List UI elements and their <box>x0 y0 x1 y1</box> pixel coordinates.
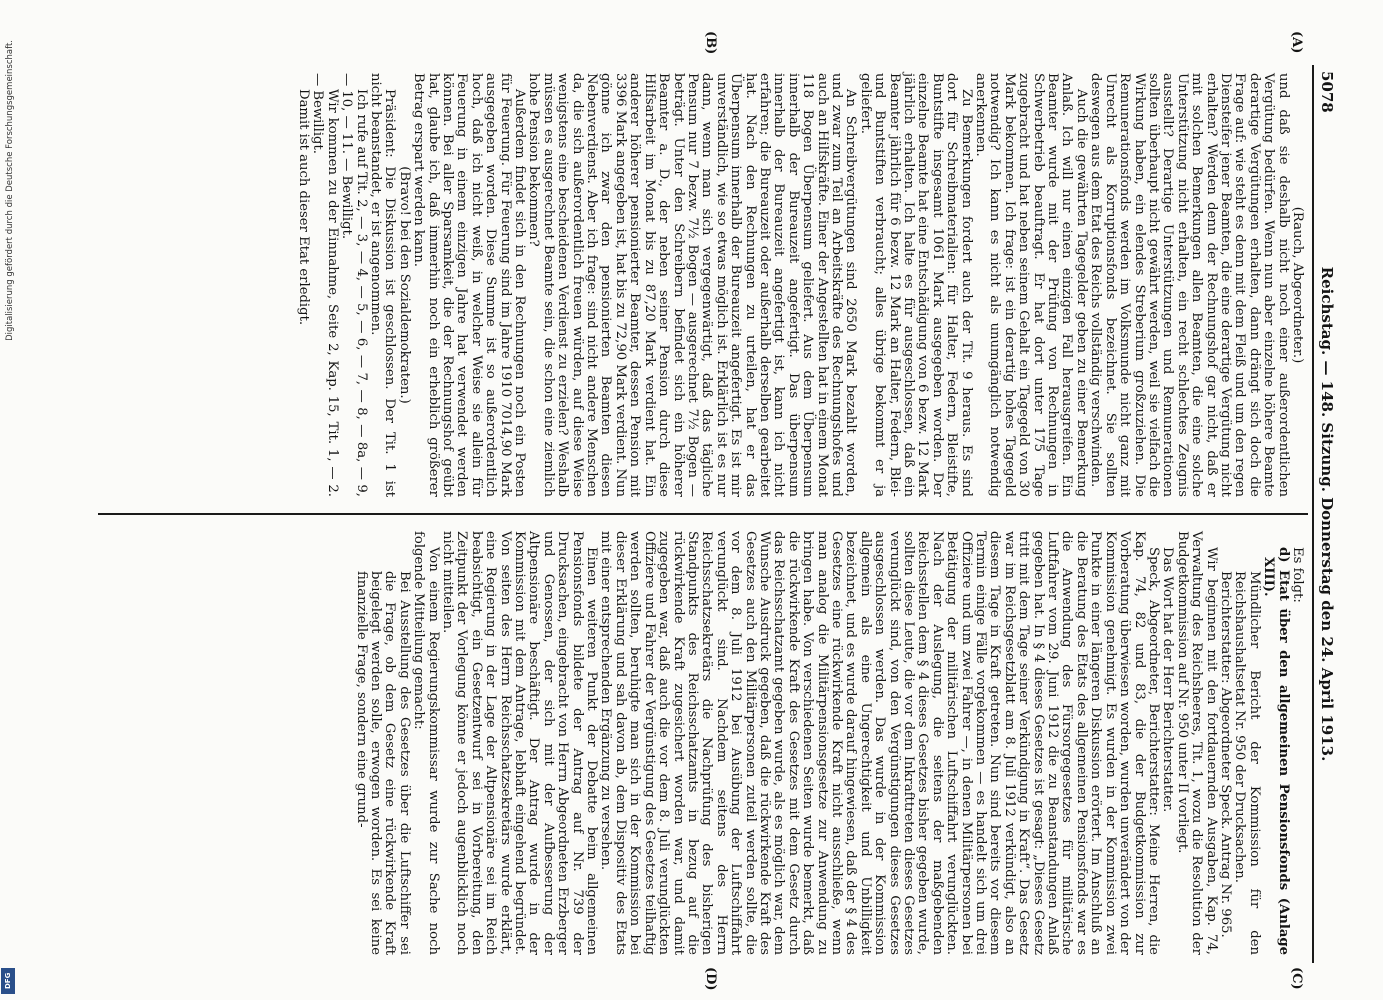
column-divider <box>98 513 1308 515</box>
paragraph: Einen weiteren Punkt der Debatte beim allgemeinen Pensionsfonds bildete der Antrag auf Nr. 739 der Drucksachen, eingebracht von Herrn Abgeordneten Erzberger und Genossen, der sich mit der Aufbesserung der Altpensionäre beschäftigt. Der Antrag wurde in der Kommission mit dem Antrage, lebhaft eingehend begründet. Von seiten des Herrn Reichsschatzsekretärs wurde erklärt, eine Regierung in der Lage der Altpensionäre sei im Reich beabsichtigt, ein Gesetzentwurf sei in Vorbereitung, den Zeitpunkt der Vorlegung könne er jedoch augenblicklich noch nicht mitteilen. <box>440 531 600 955</box>
paragraph: Ich rufe auf Tit. 2, — 3, — 4, — 5, — 6, — 7, — 8, — 8a, — 9, — 10, — 11. — Bewilligt. <box>339 73 369 497</box>
digitization-credit: Digitalisierung gefördert durch die Deutsche Forschungsgemeinschaft. <box>5 40 15 341</box>
paragraph: Damit ist auch dieser Etat erledigt. <box>295 89 311 326</box>
agenda-detail: Mündlicher Bericht der Kommission für den Reichshaushaltsetat Nr. 950 der Drucksachen. <box>1232 571 1262 955</box>
paragraph: Wir kommen zu der Einnahme, Seite 2, Kap. 15, Tit. 1, — 2. — Bewilligt. <box>310 73 340 497</box>
paragraph: An Schreibvergütungen sind 2650 Mark bezahlt worden, und zwar zum Teil an Arbeitskräfte des Rechnungshofes und auch an Hilfskräfte. Einer der Angestellten hat in einem Monat 118 Bogen Überpensum geliefert. Aus dem Überpensum innerhalb der Bureauzeit angefertigt. Das überpensum innerhalb der Bureauzeit angefertigt ist, kann ich nicht erfahren; die Bureauzeit oder außerhalb derselben gearbeitet hat. Nach den Rechnungen zu urteilen, hat er das Überpensum innerhalb der Bureauzeit angefertigt. Es ist mir unverständlich, wie so etwas möglich ist. Erklärlich ist es nur dann, wenn man sich vergegenwärtigt, daß das tägliche Pensum nur 7 bezw. 7½ Bogen — ausgerechnet 7½ Bogen — beträgt. Unter den Schreibern befindet sich ein höherer Beamter a. D., der neben seiner Pension durch diese Hilfsarbeit im Monat bis zu 87,20 Mark verdient hat. Ein anderer höherer pensionierter Beamter, dessen Pension mit 3396 Mark angegeben ist, hat bis zu 72,90 Mark verdient. Nun gönne ich zwar den pensionierten Beamten diesen Nebenverdienst. Aber ich frage: sind nicht andere Menschen da, die sich außerordentlich freuen würden, auf diese Weise wenigstens eine bescheidenen Verdienst zu erzielen? Weshalb müssen es ausgerechnet Beamte sein, die schon eine ziemlich hohe Pension bekommen? <box>526 73 859 497</box>
page-header <box>1314 65 1338 963</box>
header-rule <box>1312 65 1314 963</box>
page-running-title: Reichstag. — 148. Sitzung. Donnerstag den 24. April 1913. <box>1318 266 1336 762</box>
page-number: 5078 <box>1318 71 1336 113</box>
speaker-note: (Rauch, Abgeordneter.) <box>1290 206 1305 364</box>
paragraph: Es folgt: <box>1290 547 1305 603</box>
margin-letter-a: (A) <box>1289 31 1304 54</box>
paragraph: Auch die gewährten Tagegelder geben zu einer Bemerkung Anlaß. Ich will nur einen einzigen Fall herausgreifen. Ein Beamter wurde mit der Prüfung von Rechnungen in Schwerbetrieb beauftragt. Er hat dort unter 175 Tage zugebracht und hat neben seinem Gehalt ein Tagegeld von 30 Mark bekommen. Ich frage: ist ein derartig hohes Tagegeld notwendig? Ich kann es nicht als unumgänglich notwendig anerkennen. <box>973 73 1089 497</box>
paragraph: und daß sie deshalb nicht noch einer außerordentlichen Vergütung bedürfen. Wenn nun aber einzelne höhere Beamte derartige Vergütungen erhalten, dann drängt sich doch die Frage auf: wie steht es denn mit dem Fleiß und um den regen Diensteifer jener Beamten, die eine derartige Vergütung nicht erhalten? Werden denn der Rechnungshof gar nicht, daß er mit solchen Bemerkungen allen Beamten, die eine solche Unterstützung nicht erhalten, ein recht schlechtes Zeugnis ausstellt? Derartige Unterstützungen und Remunerationen sollten überhaupt nicht gewährt werden, weil sie vielfach die Wirkung haben, ein elendes Streberium großzuziehen. Die Remunerationsfonds werden im Volksmunde nicht ganz mit Unrecht als Korruptionsfonds bezeichnet. Sie sollten deswegen aus dem Etat des Reichs vollständig verschwinden. <box>1088 73 1291 497</box>
president-statement: Präsident: Die Diskussion ist geschlossen. Der Tit. 1 ist nicht beanstandet, er ist angenommen. <box>368 73 398 497</box>
paragraph: Speck, Abgeordneter, Berichterstatter: Meine Herren, die Kap. 74, 82 und 83, die der Budgetkommission zur Vorberatung überwiesen worden, wurden unverändert von der Kommission genehmigt. Es wurden in der Kommission zwei Punkte in einer längeren Diskussion erörtert. Im Anschluß an die Beratung des Etats des allgemeinen Pensionsfonds war es die Anwendung des Fürsorgegesetzes für militärische Luftfahrer vom 29. Juni 1912 die zu Beanstandungen Anlaß gegeben hat. In § 4 dieses Gesetzes ist gesagt: „Dieses Gesetz tritt mit dem Tage seiner Verkündigung in Kraft“. Das Gesetz war im Reichsgesetzblatt am 8. Juli 1912 verkündigt, also an diesem Tage in Kraft getreten. Nun sind bereits vor diesem Termin einige Fälle vorgekommen — es handelt sich um drei Offiziere und um zwei Fahrer —, in denen Militärpersonen bei Betätigung der militärischen Luftschiffahrt verunglückten. Nach der Auslegung, die seitens der maßgebenden Reichsstellen dem § 4 dieses Gesetzes bisher gegeben wurde, sollten diese Leute, die vor dem Inkrafttreten dieses Gesetzes verunglückt sind, von den Vergünstigungen dieses Gesetzes ausgeschlossen werden. Das wurde in der Kommission allgemein als eine Ungerechtigkeit und Unbilligkeit bezeichnet, und es wurde darauf hingewiesen, daß der § 4 des Gesetzes eine rückwirkende Kraft nicht ausschließe, wenn man analog die Militärpensionsgesetze zur Anwendung zu bringen habe. Von verschiedenen Seiten wurde bemerkt, daß die rückwirkende Kraft des Gesetzes mit dem Gesetz durch das Reichsschatzamt gegeben wurde, als es möglich war, dem Wunsche Ausdruck gegeben, daß die rückwirkende Kraft des Gesetzes auch den Militärpersonen zuteil werden sollte, die vor dem 8. Juli 1912 bei Ausübung der Luftschiffahrt verunglückt sind. Nachdem seitens des Herrn Reichsschatzsekretärs die Nachprüfung des bisherigen Standpunkts des Reichsschatzamts in bezug auf die rückwirkende Kraft zugesichert worden war, und damit zugegeben war, daß auch die vor dem 8. Juli verunglückten Offiziere und Fahrer der Vergünstigung des Gesetzes teilhaftig werden sollten, beruhigte man sich in der Kommission bei dieser Erklärung und sah davon ab, dem Dispositiv des Etats mit einer entsprechenden Ergänzung zu versehen. <box>598 531 1161 955</box>
agenda-detail: Berichterstatter: Abgeordneter Speck. Antrag Nr. 965. <box>1217 571 1233 938</box>
paragraph: Von einem Regierungskommissar wurde zur Sache noch folgende Mitteilung gemacht: <box>411 531 441 955</box>
rotated-text-block <box>68 31 1338 991</box>
dfg-logo: DFG <box>1 968 15 994</box>
margin-letter-d: (D) <box>703 967 718 991</box>
right-column <box>353 531 1304 955</box>
paragraph: Wir beginnen mit den fortdauernden Ausgaben, Kap. 74, Verwaltung des Reichsheeres, Tit. 1, wozu die Resolution der Budgetkommission auf Nr. 950 unter II vorliegt. <box>1174 531 1219 955</box>
agenda-item: d) Etat über den allgemeinen Pensionsfonds (Anlage XIII). <box>1261 547 1291 955</box>
margin-letter-c: (C) <box>1289 967 1304 990</box>
paragraph: Außerdem findet sich in den Rechnungen noch ein Posten für Feuerung. Für Feuerung sind im Jahre 1910 7014,90 Mark ausgegeben worden. Diese Summe ist so außerordentlich hoch, daß ich nicht weiß, in welcher Weise sie allein für Feuerung in einem einzigen Jahre hat verwendet werden können. Bei aller Sparsamkeit, die der Rechnungshof geübt hat, glaube ich, daß immerhin noch ein erheblich größerer Betrag erspart werden kann. <box>411 73 528 497</box>
left-column <box>296 73 1304 497</box>
applause-note: (Bravo! bei den Sozialdemokraten.) <box>396 166 412 404</box>
paragraph: Zu Bemerkungen fordert auch der Tit. 9 heraus. Es sind dort für Schreibmaterialien: für Halter, Federn, Bleistifte, Buntstifte insgesamt 1061 Mark ausgegeben worden. Der einzelne Beamte hat eine Entschädigung von 6 bezw. 12 Mark jährlich erhalten. Ich halte es für ausgeschlossen, daß ein Beamter jährlich für 6 bezw. 12 Mark an Halter, Federn, Blei- und Buntstiften verbraucht; alles übrige bekommt er ja geliefert. <box>857 73 974 497</box>
margin-letter-b: (B) <box>703 31 718 55</box>
paragraph: Das Wort hat der Herr Berichterstatter. <box>1160 547 1176 813</box>
quoted-statement: Bei Ausstellung des Gesetzes über die Luftschiffer sei die Frage, ob dem Gesetz eine rückwirkende Kraft beigelegt werden solle, erwogen worden. Es sei keine finanzielle Frage, sondern eine grund- <box>353 571 412 955</box>
